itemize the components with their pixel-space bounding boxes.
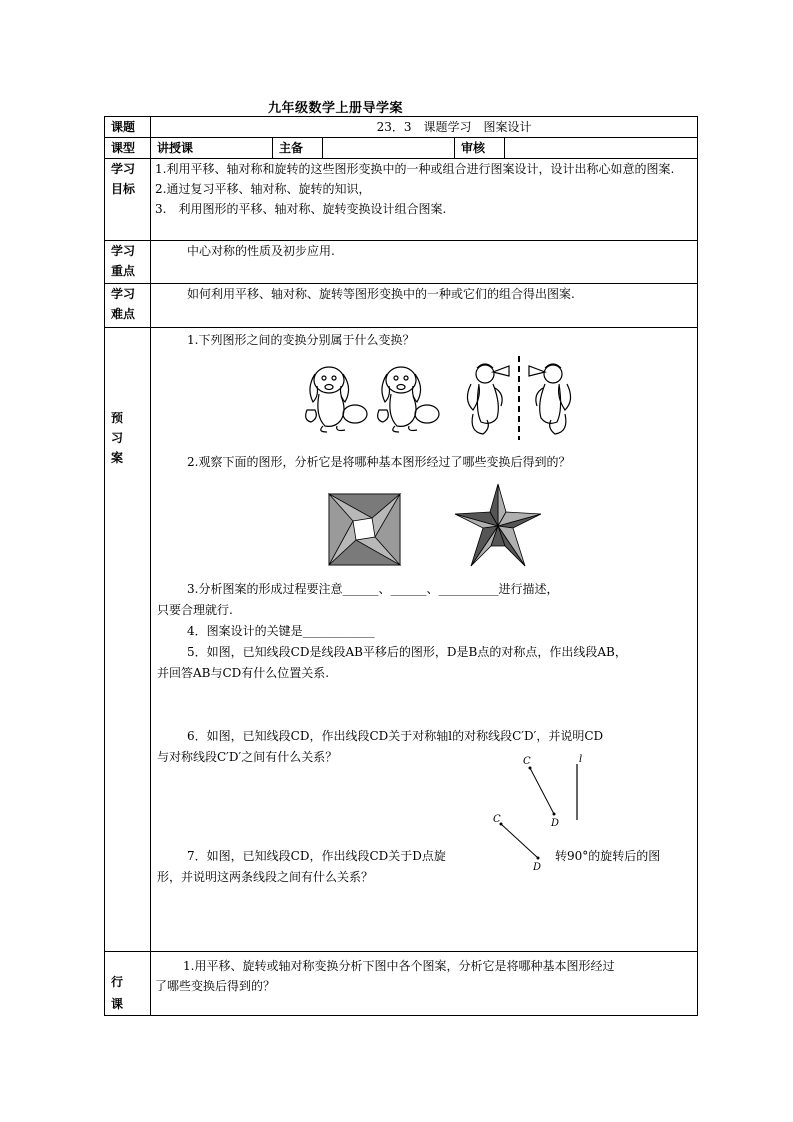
goal-2: 2.通过复习平移、轴对称、旋转的知识， [155, 182, 371, 196]
review-value [505, 138, 698, 159]
key-label-line2: 重点 [111, 264, 136, 278]
class-q1-line2: 了哪些变换后得到的？ [155, 979, 276, 993]
angel-figures [461, 354, 581, 442]
goals-label-line1: 学习 [111, 162, 136, 176]
preview-q7-line1: 7．如图，已知线段CD，作出线段CD关于D点旋 [187, 849, 446, 863]
preview-q5-line2: 并回答AB与CD有什么位置关系. [157, 666, 330, 680]
class-label-line2: 课 [111, 997, 124, 1011]
difficulty-label-line2: 难点 [111, 307, 136, 321]
page-title: 九年级数学上册导学案 [268, 101, 404, 116]
fig6-label-c: C [523, 756, 531, 767]
goals-label [105, 159, 151, 241]
preview-q4: 4．图案设计的关键是____________ [187, 624, 375, 638]
preview-q7-line1-end: 转90°的旋转后的图 [555, 849, 661, 863]
class-label [105, 952, 151, 1016]
key-label [105, 241, 151, 284]
difficulty-label [105, 284, 151, 328]
key-content [151, 241, 698, 284]
preview-q3-line2: 只要合理就行. [157, 603, 233, 617]
key-label-line1: 学习 [111, 244, 136, 258]
preview-content [151, 328, 698, 952]
preview-q2: 2.观察下面的图形，分析它是将哪种基本图形经过了哪些变换后得到的？ [187, 455, 571, 469]
lesson-plan-table [104, 116, 698, 1016]
dog-left [306, 367, 367, 432]
fig6-label-l: l [579, 754, 583, 765]
preview-q6-line2: 与对称线段C′D′之间有什么关系？ [157, 750, 338, 764]
fig7-label-d: D [533, 862, 542, 872]
review-label: 审核 [455, 138, 505, 159]
class-q1-line1: 1.用平移、旋转或轴对称变换分析下图中各个图案，分析它是将哪种基本图形经过 [183, 959, 615, 973]
type-value: 讲授课 [151, 138, 273, 159]
difficulty-label-line1: 学习 [111, 287, 136, 301]
angel-left [467, 364, 509, 434]
preview-q5-line1: 5．如图，已知线段CD是线段AB平移后的图形，D是B点的对称点，作出线段AB， [187, 645, 627, 659]
lead-value [323, 138, 455, 159]
preview-q6-line1: 6．如图，已知线段CD，作出线段CD关于对称轴l的对称线段C′D′，并说明CD [187, 729, 604, 743]
goal-3: 3. 利用图形的平移、轴对称、旋转变换设计组合图案. [155, 202, 447, 216]
difficulty-text: 如何利用平移、轴对称、旋转等图形变换中的一种或它们的组合得出图案. [187, 287, 575, 301]
goal-1: 1.利用平移、轴对称和旋转的这些图形变换中的一种或组合进行图案设计，设计出称心如意的图案. [155, 162, 675, 176]
difficulty-content [151, 284, 698, 328]
goals-content [151, 159, 698, 241]
topic-label: 课题 [105, 117, 151, 138]
type-label: 课型 [105, 138, 151, 159]
lead-label: 主备 [273, 138, 323, 159]
topic-value: 23．3 课题学习 图案设计 [151, 117, 698, 138]
fig7-label-c: C [493, 814, 501, 825]
preview-label-line2: 习 [111, 431, 124, 445]
preview-q7-line2: 形，并说明这两条线段之间有什么关系？ [157, 870, 374, 884]
class-content [151, 952, 698, 1016]
goals-label-line2: 目标 [111, 182, 136, 196]
dog-figures [301, 358, 441, 438]
square-pinwheel-figure [328, 493, 402, 567]
preview-q3-line1: 3.分析图案的形成过程要注意______、______、__________进行描述， [187, 582, 559, 596]
fig6-label-d: D [551, 818, 560, 828]
preview-label-line3: 案 [111, 451, 124, 465]
star-figure [453, 482, 543, 568]
angel-right [529, 364, 571, 434]
key-text: 中心对称的性质及初步应用. [187, 244, 335, 258]
preview-label [105, 328, 151, 952]
preview-q1: 1.下列图形之间的变换分别属于什么变换？ [187, 333, 415, 347]
dog-right [378, 367, 439, 432]
preview-label-line1: 预 [111, 411, 124, 425]
class-label-line1: 行 [111, 975, 124, 989]
segment-rotate-figure [491, 812, 551, 872]
